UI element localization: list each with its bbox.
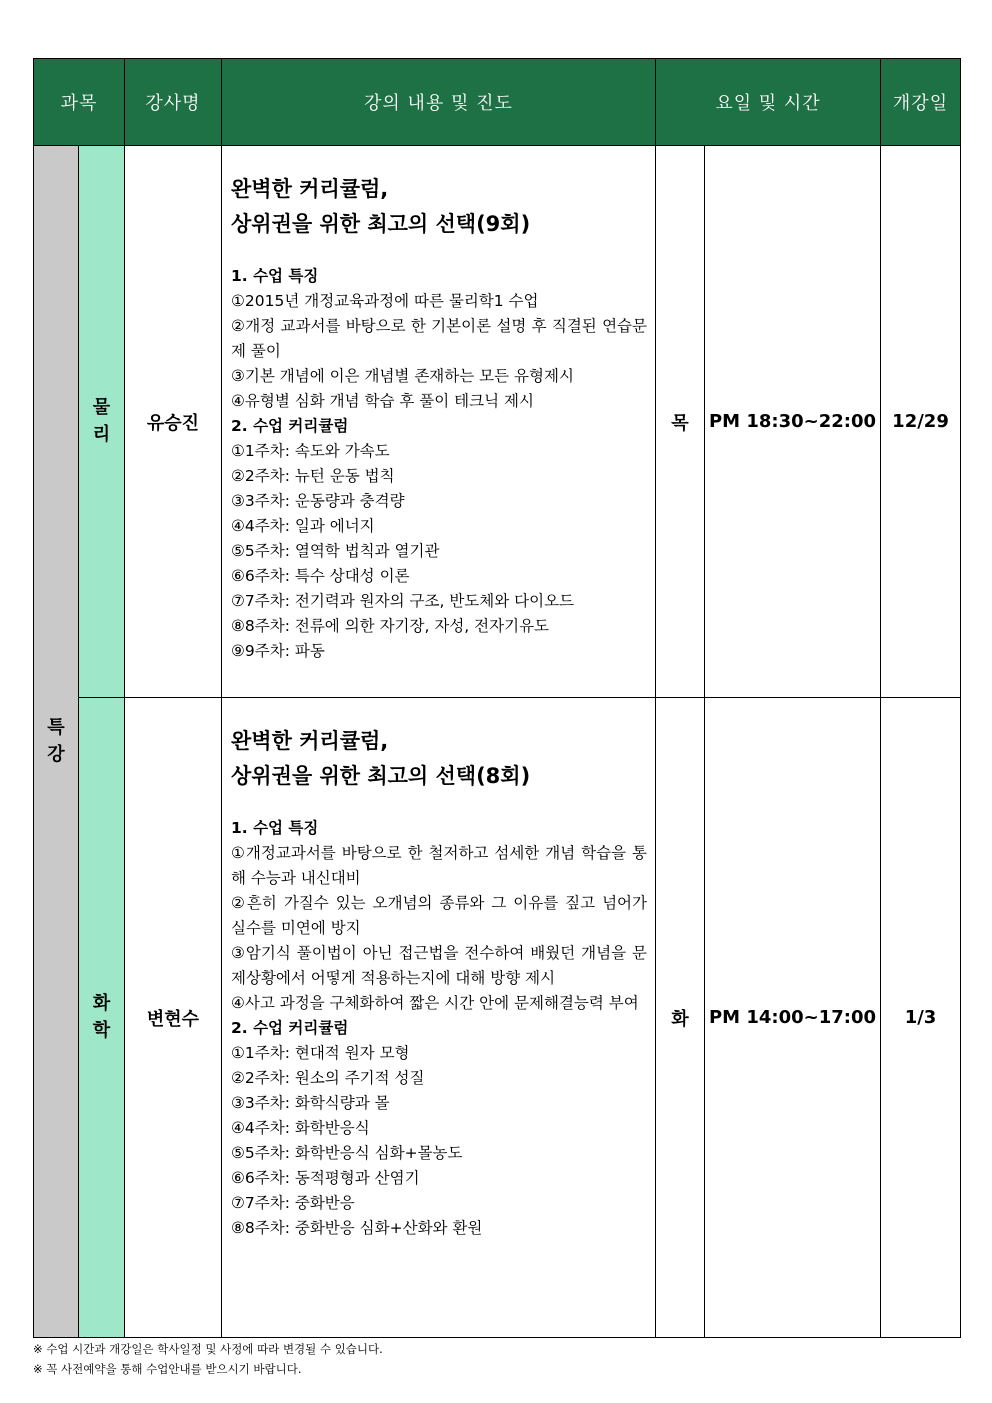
course-content xyxy=(222,698,656,1338)
feature-item: ③암기식 풀이법이 아닌 접근법을 전수하여 배웠던 개념을 문제상황에서 어떻게 적용하는지에 대해 방향 제시 xyxy=(231,944,647,987)
curriculum-item: ⑧8주차: 중화반응 심화+산화와 환원 xyxy=(231,1219,483,1237)
course-content xyxy=(222,146,656,698)
curriculum-item: ⑧8주차: 전류에 의한 자기장, 자성, 전자기유도 xyxy=(231,617,550,635)
feature-item: ④유형별 심화 개념 학습 후 풀이 테크닉 제시 xyxy=(231,392,534,410)
curriculum-item: ③3주차: 화학식량과 몰 xyxy=(231,1094,390,1112)
course-row-chemistry xyxy=(34,698,961,1338)
course-details xyxy=(231,816,647,1241)
curriculum-item: ⑥6주차: 특수 상대성 이론 xyxy=(231,567,410,585)
course-row-physics xyxy=(34,146,961,698)
subject-cell xyxy=(79,698,125,1338)
header-schedule: 요일 및 시간 xyxy=(656,59,881,146)
feature-item: ①개정교과서를 바탕으로 한 철저하고 섬세한 개념 학습을 통해 수능과 내신대비 xyxy=(231,844,647,887)
start-date-cell: 1/3 xyxy=(881,698,961,1338)
schedule-table xyxy=(33,58,961,1338)
curriculum-item: ⑤5주차: 화학반응식 심화+몰농도 xyxy=(231,1144,463,1162)
day-cell: 목 xyxy=(656,146,705,698)
curriculum-title: 2. 수업 커리큘럼 xyxy=(231,417,349,435)
features-title: 1. 수업 특징 xyxy=(231,819,319,837)
subject-cell xyxy=(79,146,125,698)
footnote: ※ 꼭 사전예약을 통해 수업안내를 받으시기 바랍니다. xyxy=(33,1362,302,1376)
feature-item: ②흔히 가질수 있는 오개념의 종류와 그 이유를 짚고 넘어가 실수를 미연에 방지 xyxy=(231,894,647,937)
curriculum-item: ④4주차: 화학반응식 xyxy=(231,1119,370,1137)
curriculum-item: ⑨9주차: 파동 xyxy=(231,642,325,660)
curriculum-item: ⑦7주차: 전기력과 원자의 구조, 반도체와 다이오드 xyxy=(231,592,575,610)
course-headline xyxy=(231,724,647,794)
headline-line-1: 완벽한 커리큘럼, xyxy=(231,729,389,753)
category-cell xyxy=(34,146,79,1338)
time-cell: PM 14:00~17:00 xyxy=(705,698,881,1338)
header-instructor: 강사명 xyxy=(125,59,222,146)
curriculum-item: ④4주차: 일과 에너지 xyxy=(231,517,375,535)
category-label: 특강 xyxy=(47,717,65,765)
start-date-cell: 12/29 xyxy=(881,146,961,698)
feature-item: ②개정 교과서를 바탕으로 한 기본이론 설명 후 직결된 연습문제 풀이 xyxy=(231,317,647,360)
header-subject: 과목 xyxy=(34,59,125,146)
curriculum-item: ①1주차: 현대적 원자 모형 xyxy=(231,1044,410,1062)
subject-label: 화학 xyxy=(92,993,111,1041)
curriculum-item: ②2주차: 뉴턴 운동 법칙 xyxy=(231,467,395,485)
header-start-date: 개강일 xyxy=(881,59,961,146)
curriculum-item: ②2주차: 원소의 주기적 성질 xyxy=(231,1069,425,1087)
header-row xyxy=(34,59,961,146)
curriculum-item: ⑤5주차: 열역학 법칙과 열기관 xyxy=(231,542,440,560)
feature-item: ④사고 과정을 구체화하여 짧은 시간 안에 문제해결능력 부여 xyxy=(231,994,639,1012)
features-title: 1. 수업 특징 xyxy=(231,267,319,285)
course-details xyxy=(231,264,647,664)
curriculum-item: ⑦7주차: 중화반응 xyxy=(231,1194,355,1212)
headline-line-1: 완벽한 커리큘럼, xyxy=(231,177,389,201)
headline-line-2: 상위권을 위한 최고의 선택(8회) xyxy=(231,764,531,788)
headline-line-2: 상위권을 위한 최고의 선택(9회) xyxy=(231,212,531,236)
curriculum-item: ①1주차: 속도와 가속도 xyxy=(231,442,390,460)
instructor-cell: 변현수 xyxy=(125,698,222,1338)
feature-item: ③기본 개념에 이은 개념별 존재하는 모든 유형제시 xyxy=(231,367,574,385)
subject-label: 물리 xyxy=(92,397,111,445)
curriculum-item: ⑥6주차: 동적평형과 산염기 xyxy=(231,1169,420,1187)
instructor-cell: 유승진 xyxy=(125,146,222,698)
time-cell: PM 18:30~22:00 xyxy=(705,146,881,698)
feature-item: ①2015년 개정교육과정에 따른 물리학1 수업 xyxy=(231,292,539,310)
curriculum-item: ③3주차: 운동량과 충격량 xyxy=(231,492,405,510)
header-content: 강의 내용 및 진도 xyxy=(222,59,656,146)
course-headline xyxy=(231,172,647,242)
footnote: ※ 수업 시간과 개강일은 학사일정 및 사정에 따라 변경될 수 있습니다. xyxy=(33,1342,383,1356)
day-cell: 화 xyxy=(656,698,705,1338)
curriculum-title: 2. 수업 커리큘럼 xyxy=(231,1019,349,1037)
schedule-table-wrapper xyxy=(33,58,961,1338)
